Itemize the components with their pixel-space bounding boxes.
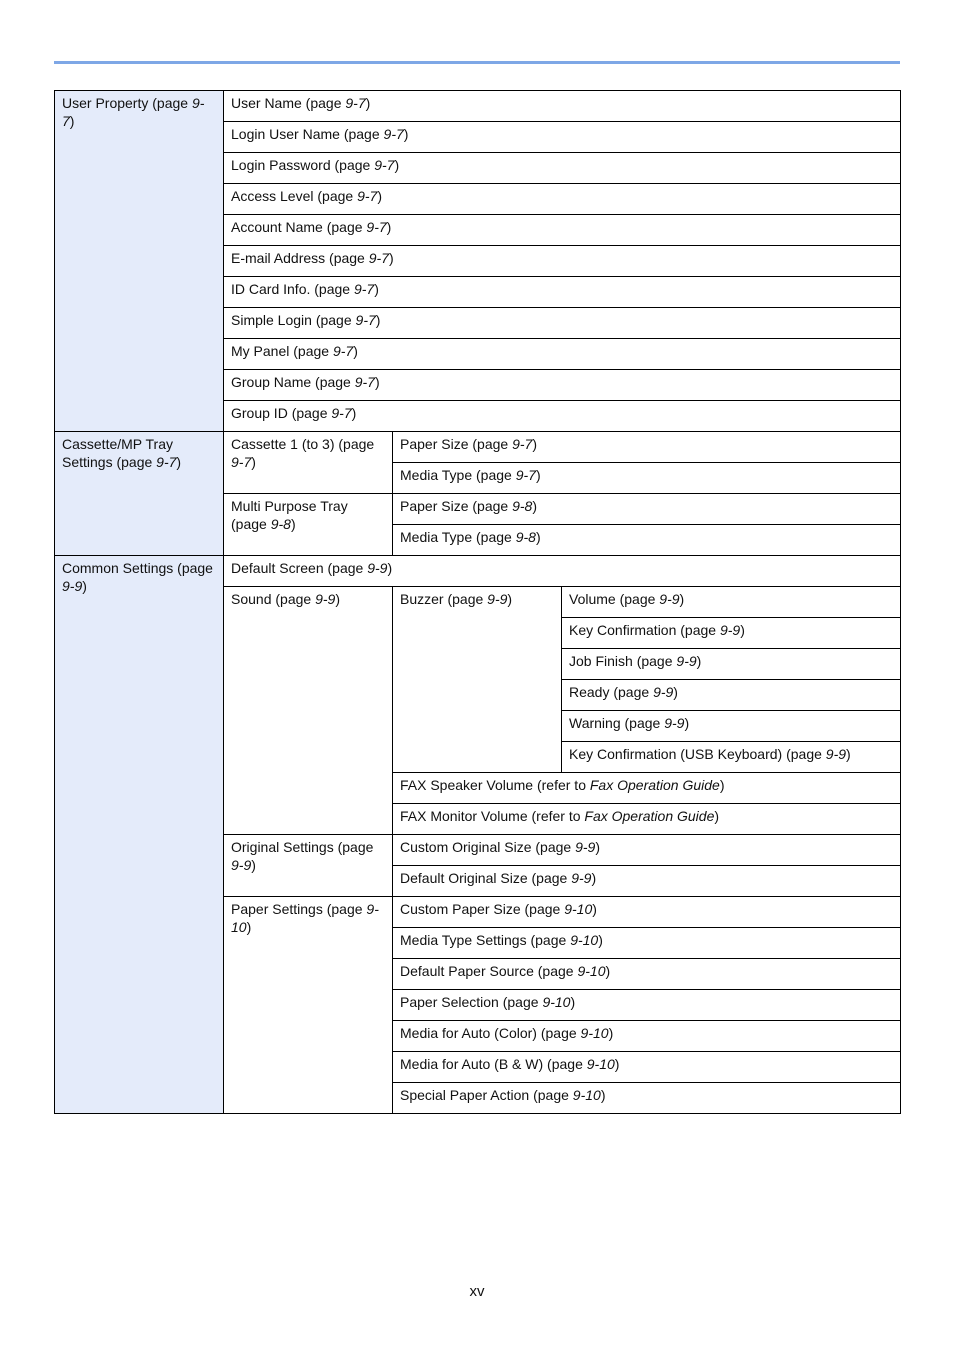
cell-page-reference[interactable]: 9-7 [366,219,387,235]
cell-label: My Panel (page [231,343,333,359]
cell-page-reference[interactable]: 9-7 [332,343,354,359]
cell-label-closing: ) [600,1087,606,1103]
menu-cell-cassette-media-type [393,463,901,494]
cell-label-closing: ) [176,454,182,470]
cell-label: Media Type (page [400,529,516,545]
cell-page-reference[interactable]: 9-7 [512,436,533,452]
cell-label: Key Confirmation (page [569,622,720,638]
cell-page-reference[interactable]: 9-7 [353,281,375,297]
menu-cell-access-level [224,184,901,215]
menu-cell-id-card-info [224,277,901,308]
cell-page-reference[interactable]: 9-9 [367,560,388,576]
cell-label-closing: ) [591,870,597,886]
table-row [55,556,901,587]
cell-page-reference[interactable]: 9-10 [570,932,599,948]
menu-cell-login-user-name [224,122,901,153]
cell-label: Simple Login (page [231,312,356,328]
cell-label: Login User Name (page [231,126,384,142]
menu-cell-default-original-size [393,866,901,897]
cell-page-reference[interactable]: 9-7 [331,405,352,421]
cell-label-closing: ) [679,591,685,607]
cell-label: Warning (page [569,715,665,731]
menu-cell-key-confirmation [562,618,901,649]
cell-page-reference[interactable]: 9-7 [62,95,205,129]
cell-label-closing: ) [394,157,400,173]
header-rule [54,61,900,64]
cell-label: Special Paper Action (page [400,1087,573,1103]
cell-label: FAX Monitor Volume (refer to [400,808,585,824]
cell-label-closing: ) [365,95,371,111]
cell-page-reference[interactable]: 9-8 [515,529,536,545]
cell-page-reference[interactable]: 9-7 [383,126,404,142]
menu-cell-simple-login [224,308,901,339]
cell-label-closing: ) [386,219,392,235]
menu-cell-cassette-mp-tray-settings [55,432,224,556]
cell-page-reference[interactable]: 9-9 [231,857,252,873]
cell-label: FAX Speaker Volume (refer to [400,777,590,793]
cell-page-reference[interactable]: 9-9 [487,591,508,607]
cell-page-reference[interactable]: 9-7 [368,250,389,266]
cell-label: Group ID (page [231,405,332,421]
cell-label: Media Type (page [400,467,516,483]
menu-cell-paper-settings [224,897,393,1114]
cell-page-reference[interactable]: 9-10 [572,1087,601,1103]
cell-label: Default Screen (page [231,560,368,576]
menu-cell-custom-paper-size [393,897,901,928]
menu-cell-fax-speaker-volume [393,773,901,804]
menu-cell-special-paper-action [393,1083,901,1114]
menu-cell-cassette-1-to-3 [224,432,393,494]
cell-label-closing: ) [374,281,379,297]
table-row [55,91,901,122]
cell-label: Paper Size (page [400,498,513,514]
cell-label: Media for Auto (B & W) (page [400,1056,587,1072]
cell-label-closing: ) [608,1025,614,1041]
menu-cell-key-confirmation-usb-keyboard [562,742,901,773]
cell-page-reference[interactable]: 9-9 [653,684,674,700]
cell-page-reference[interactable]: 9-9 [315,591,336,607]
cell-label: Sound (page [231,591,316,607]
cell-label-closing: ) [374,374,380,390]
cell-page-reference[interactable]: Fax Operation Guide [584,808,715,824]
cell-page-reference[interactable]: 9-7 [357,188,378,204]
cell-label-closing: ) [684,715,690,731]
cell-label-closing: ) [592,901,597,917]
menu-cell-mp-tray-paper-size [393,494,901,525]
cell-label-closing: ) [535,467,541,483]
cell-label: Cassette 1 (to 3) (page [231,436,375,452]
cell-page-reference[interactable]: 9-9 [825,746,847,762]
cell-label: Access Level (page [231,188,358,204]
cell-page-reference[interactable]: 9-10 [231,901,379,935]
menu-cell-common-settings [55,556,224,1114]
cell-page-reference[interactable]: 9-9 [719,622,741,638]
menu-cell-warning [562,711,901,742]
cell-page-reference[interactable]: 9-7 [345,95,366,111]
cell-label: Paper Settings (page [231,901,367,917]
cell-label: Common Settings (page [62,560,213,576]
menu-cell-paper-selection [393,990,901,1021]
cell-page-reference[interactable]: 9-10 [577,963,606,979]
menu-cell-media-for-auto-color [393,1021,901,1052]
menu-cell-media-for-auto-bw [393,1052,901,1083]
menu-cell-my-panel [224,339,901,370]
menu-cell-email-address [224,246,901,277]
cell-label-closing: ) [403,126,409,142]
menu-cell-group-id [224,401,901,432]
cell-label-closing: ) [532,498,537,514]
cell-label-closing: ) [714,808,720,824]
cell-page-reference[interactable]: 9-9 [62,578,83,594]
menu-cell-fax-monitor-volume [393,804,901,835]
cell-page-reference[interactable]: 9-7 [374,157,395,173]
cell-label-closing: ) [719,777,725,793]
cell-label-closing: ) [388,250,394,266]
cell-label-closing: ) [251,454,256,470]
menu-cell-default-screen [224,556,901,587]
menu-cell-buzzer [393,587,562,773]
cell-page-reference[interactable]: 9-9 [571,870,592,886]
cell-label-closing: ) [507,591,513,607]
menu-cell-cassette-paper-size [393,432,901,463]
cell-page-reference[interactable]: 9-8 [512,498,533,514]
cell-page-reference[interactable]: 9-8 [270,516,291,532]
cell-label-closing: ) [846,746,851,762]
cell-label-closing: ) [335,591,340,607]
cell-label-closing: ) [353,343,358,359]
menu-cell-account-name [224,215,901,246]
cell-label: Custom Original Size (page [400,839,576,855]
cell-label: Original Settings (page [231,839,374,855]
cell-page-reference[interactable]: 9-7 [355,312,376,328]
cell-label-closing: ) [246,919,252,935]
menu-cell-multi-purpose-tray [224,494,393,556]
menu-cell-default-paper-source [393,959,901,990]
cell-label-closing: ) [740,622,745,638]
menu-cell-buzzer-volume [562,587,901,618]
cell-label: Login Password (page [231,157,375,173]
menu-cell-user-property [55,91,224,432]
cell-label-closing: ) [696,653,702,669]
cell-label-closing: ) [535,529,541,545]
cell-label: User Name (page [231,95,346,111]
cell-label-closing: ) [375,312,381,328]
menu-map-table [54,90,901,1114]
cell-label-closing: ) [69,113,75,129]
cell-page-reference[interactable]: 9-9 [659,591,680,607]
page-number: xv [469,1283,485,1300]
cell-label: Account Name (page [231,219,367,235]
cell-label: Group Name (page [231,374,355,390]
menu-cell-group-name [224,370,901,401]
cell-label: Paper Selection (page [400,994,543,1010]
cell-label: Media Type Settings (page [400,932,571,948]
cell-page-reference[interactable]: 9-10 [564,901,593,917]
cell-page-reference[interactable]: 9-10 [586,1056,615,1072]
cell-label-closing: ) [377,188,382,204]
cell-label-closing: ) [605,963,611,979]
menu-cell-custom-original-size [393,835,901,866]
cell-label: Cassette/MP Tray Settings (page [62,436,174,470]
menu-cell-sound [224,587,393,835]
cell-label-closing: ) [673,684,678,700]
cell-label-closing: ) [532,436,537,452]
cell-label: ID Card Info. (page [231,281,354,297]
cell-label: User Property (page [62,95,192,111]
cell-label: E-mail Address (page [231,250,369,266]
cell-label: Paper Size (page [400,436,513,452]
cell-page-reference[interactable]: 9-7 [354,374,375,390]
table-row [55,432,901,463]
menu-cell-user-name [224,91,901,122]
cell-page-reference[interactable]: 9-10 [542,994,571,1010]
menu-cell-ready [562,680,901,711]
cell-page-reference[interactable]: 9-7 [156,454,177,470]
cell-page-reference[interactable]: 9-7 [515,467,536,483]
menu-cell-login-password [224,153,901,184]
cell-label-closing: ) [570,994,576,1010]
cell-page-reference[interactable]: 9-9 [664,715,685,731]
cell-label-closing: ) [251,857,256,873]
cell-label: Buzzer (page [400,591,488,607]
cell-label: Default Paper Source (page [400,963,578,979]
cell-label: Custom Paper Size (page [400,901,565,917]
cell-label-closing: ) [595,839,600,855]
cell-label: Job Finish (page [569,653,677,669]
menu-cell-job-finish [562,649,901,680]
cell-label-closing: ) [598,932,603,948]
cell-label: Volume (page [569,591,660,607]
cell-label: Ready (page [569,684,654,700]
menu-cell-media-type-settings [393,928,901,959]
cell-page-reference[interactable]: 9-9 [676,653,697,669]
cell-page-reference[interactable]: Fax Operation Guide [589,777,720,793]
cell-label-closing: ) [387,560,393,576]
cell-label-closing: ) [290,516,296,532]
cell-page-reference[interactable]: 9-10 [580,1025,609,1041]
cell-label-closing: ) [351,405,357,421]
cell-label-closing: ) [82,578,87,594]
cell-label: Key Confirmation (USB Keyboard) (page [569,746,826,762]
cell-page-reference[interactable]: 9-7 [231,454,252,470]
cell-label-closing: ) [614,1056,620,1072]
menu-cell-original-settings [224,835,393,897]
cell-label: Multi Purpose Tray (page [231,498,348,532]
cell-label: Default Original Size (page [400,870,572,886]
menu-cell-mp-tray-media-type [393,525,901,556]
cell-page-reference[interactable]: 9-9 [575,839,596,855]
cell-label: Media for Auto (Color) (page [400,1025,581,1041]
